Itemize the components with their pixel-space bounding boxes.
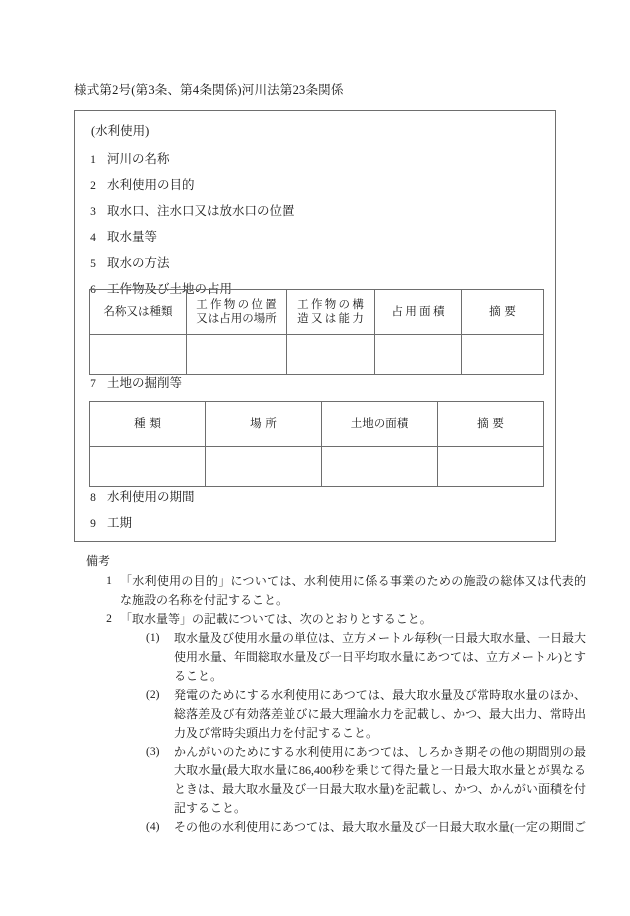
table-cell-occupied-area[interactable] [375,335,462,375]
form-field-intake-location [83,201,295,219]
note-subitem [120,629,586,686]
note-submarker: (3) [146,745,160,758]
field-label: 工期 [107,516,133,530]
field-label: 河川の名称 [107,152,170,166]
table-header-cell-name-type [90,290,187,335]
field-label: 工作物及び土地の占用 [107,282,233,296]
form-field-river-name [83,149,170,167]
field-label: 水利使用の期間 [107,490,195,504]
land-excavation-table [89,401,544,487]
form-field-usage-period [83,487,195,505]
note-marker: 2 [106,612,112,625]
table-header-cell-structure-location [187,290,287,335]
note-text: 「取水量等」の記載については、次のとおりとすること。 [120,611,432,626]
field-label: 土地の掘削等 [107,376,183,390]
note-subitem [120,743,586,819]
field-label: 取水量等 [107,230,158,244]
header-line-1: 摘要 [489,305,520,318]
note-subitem [120,686,586,743]
table-cell-remarks[interactable] [462,335,544,375]
table-header-row [90,290,544,335]
field-number: 2 [90,180,96,192]
header-line-1: 工作物の位置 [196,298,280,311]
note-subtext: かんがいのためにする水利使用にあつては、しろかき期その他の期間別の最大取水量(最大取水量に86,400秒を乗じて得た量と一日最大取水量とが異なるときは、最大取水量及び一日最大取水量)を記載し、かつ、かんがい面積を付記すること。 [174,744,586,816]
table-cell-remarks[interactable] [438,447,544,487]
note-submarker: (4) [146,821,160,834]
table-header-cell-land-area [322,402,438,447]
header-line-2: 造又は能力 [297,313,367,325]
field-number: 7 [90,378,96,390]
note-subtext: 取水量及び使用水量の単位は、立方メートル毎秒(一日最大取水量、一日最大使用水量、年間総取水量及び一日平均取水量にあつては、立方メートル)とすること。 [174,630,586,683]
table-header-cell-place [206,402,322,447]
table-header-cell-structure-capacity [287,290,375,335]
header-line-1: 工作物の構 [297,298,367,311]
water-use-form-box [74,110,556,542]
note-marker: 1 [106,574,112,587]
structures-occupancy-table [89,289,544,375]
note-subtext: その他の水利使用にあつては、最大取水量及び一日最大取水量(一定の期間ご [174,820,586,835]
form-field-intake-method [83,253,170,271]
note-subtext: 発電のためにする水利使用にあつては、最大取水量及び常時取水量のほか、総落差及び有効落差並びに最大理論水力を記載し、かつ、最大出力、常時出力及び常時尖頭出力を付記すること。 [174,687,586,740]
note-subitem [120,818,586,837]
note-text: 「水利使用の目的」については、水利使用に係る事業のための施設の総体又は代表的な施設の名称を付記すること。 [120,573,586,607]
document-title: 様式第2号(第3条、第4条関係)河川法第23条関係 [74,83,344,97]
field-label: 水利使用の目的 [107,178,195,192]
header-line-1: 場所 [250,417,281,430]
notes-title: 備考 [86,554,111,568]
form-section-heading: (水利使用) [91,124,150,138]
header-line-1: 占用面積 [391,305,447,318]
form-field-construction-period [83,513,132,531]
note-sublist [120,629,586,837]
table-cell-structure-capacity[interactable] [287,335,375,375]
table-cell-place[interactable] [206,447,322,487]
table-header-cell-kind [90,402,206,447]
field-number: 8 [90,492,96,504]
note-submarker: (1) [146,631,160,644]
note-submarker: (2) [146,688,160,701]
field-number: 3 [90,206,96,218]
table-header-cell-occupied-area [375,290,462,335]
table-cell-structure-location[interactable] [187,335,287,375]
header-line-1: 土地の面積 [350,417,409,430]
field-number: 4 [90,232,96,244]
form-field-purpose [83,175,195,193]
header-line-2: 又は占用の場所 [196,313,277,325]
header-line-1: 摘要 [477,417,508,430]
field-number: 1 [90,154,96,166]
table-row [90,447,544,487]
header-line-1: 種類 [134,417,165,430]
form-field-intake-volume [83,227,157,245]
notes-section [86,552,586,837]
table-cell-name-type[interactable] [90,335,187,375]
table-row [90,335,544,375]
field-number: 9 [90,518,96,530]
table-header-row [90,402,544,447]
table-cell-kind[interactable] [90,447,206,487]
header-line-1: 名称又は種類 [103,305,173,318]
form-field-land-excavation [83,373,182,391]
field-number: 6 [90,284,96,296]
table-header-cell-remarks [438,402,544,447]
note-item [86,610,586,837]
field-label: 取水の方法 [107,256,170,270]
field-label: 取水口、注水口又は放水口の位置 [107,204,295,218]
table-cell-land-area[interactable] [322,447,438,487]
field-number: 5 [90,258,96,270]
table-header-cell-remarks [462,290,544,335]
note-item [86,572,586,610]
